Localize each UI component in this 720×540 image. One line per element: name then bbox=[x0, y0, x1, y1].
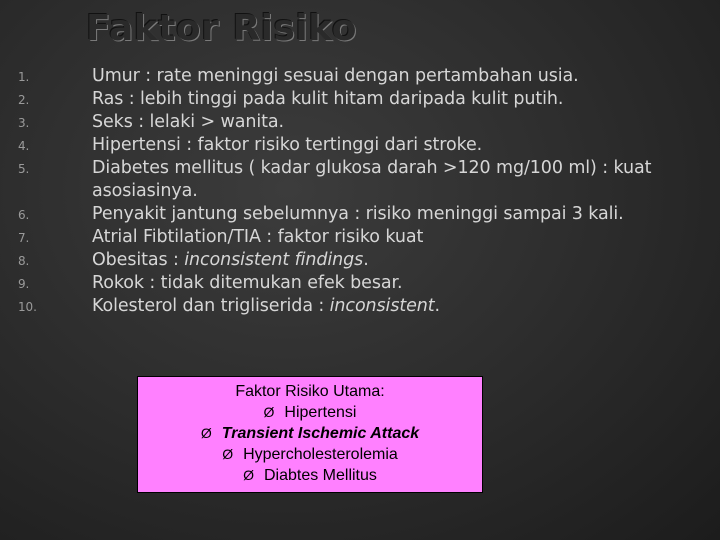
list-number: 2. bbox=[18, 93, 30, 107]
list-item-italic: inconsistent bbox=[329, 296, 435, 316]
list-number: 1. bbox=[18, 70, 30, 84]
list-item-hipertensi bbox=[0, 134, 720, 157]
list-item-suffix: . bbox=[434, 296, 440, 316]
list-number: 6. bbox=[18, 208, 30, 222]
list-item-text: Atrial Fibtilation/TIA : faktor risiko kuat bbox=[92, 227, 424, 247]
list-number: 5. bbox=[18, 162, 30, 176]
box-item-hypercholesterolemia bbox=[138, 444, 482, 465]
list-item-ras bbox=[0, 88, 720, 111]
list-item-penyakit-jantung bbox=[0, 203, 720, 226]
list-item-kolesterol bbox=[0, 295, 720, 318]
list-item-text: Seks : lelaki > wanita. bbox=[92, 112, 284, 132]
list-item-diabetes bbox=[0, 157, 720, 203]
arrow-bullet-icon: Ø bbox=[263, 404, 275, 420]
list-item-text: Penyakit jantung sebelumnya : risiko meninggi sampai 3 kali. bbox=[92, 204, 624, 224]
list-number: 9. bbox=[18, 277, 30, 291]
list-item-italic: inconsistent findings bbox=[184, 250, 364, 270]
main-risk-factors-box bbox=[137, 376, 483, 493]
list-item-seks bbox=[0, 111, 720, 134]
list-item-text: Rokok : tidak ditemukan efek besar. bbox=[92, 273, 403, 293]
list-item-obesitas bbox=[0, 249, 720, 272]
box-item-text: Hypercholesterolemia bbox=[243, 446, 398, 463]
risk-factor-list bbox=[0, 65, 720, 318]
list-number: 8. bbox=[18, 254, 30, 268]
list-number: 4. bbox=[18, 139, 30, 153]
list-item-text: Diabetes mellitus ( kadar glukosa darah >120 mg/100 ml) : kuat asosiasinya. bbox=[92, 158, 652, 201]
list-item-atrial-fibrillation bbox=[0, 226, 720, 249]
list-item-text: Kolesterol dan trigliserida : bbox=[92, 296, 330, 316]
arrow-bullet-icon: Ø bbox=[243, 467, 254, 483]
box-item-text: Transient Ischemic Attack bbox=[221, 425, 420, 442]
arrow-bullet-icon: Ø bbox=[222, 446, 234, 462]
box-item-diabetes bbox=[138, 465, 482, 486]
list-number: 10. bbox=[18, 300, 37, 314]
list-item-rokok bbox=[0, 272, 720, 295]
list-item-umur bbox=[0, 65, 720, 88]
box-item-text: Diabtes Mellitus bbox=[263, 467, 377, 484]
list-number: 3. bbox=[18, 116, 30, 130]
arrow-bullet-icon: Ø bbox=[200, 425, 212, 441]
box-item-text: Hipertensi bbox=[284, 404, 357, 421]
box-heading: Faktor Risiko Utama: bbox=[235, 383, 385, 400]
box-item-tia bbox=[138, 423, 482, 444]
list-number: 7. bbox=[18, 231, 30, 245]
list-item-text: Ras : lebih tinggi pada kulit hitam daripada kulit putih. bbox=[92, 89, 564, 109]
list-item-suffix: . bbox=[363, 250, 369, 270]
list-item-text: Hipertensi : faktor risiko tertinggi dari stroke. bbox=[92, 135, 483, 155]
list-item-text: Obesitas : bbox=[92, 250, 185, 270]
box-item-hipertensi bbox=[138, 402, 482, 423]
slide-title: Faktor Risiko bbox=[86, 8, 357, 49]
list-item-text: Umur : rate meninggi sesuai dengan pertambahan usia. bbox=[92, 66, 579, 86]
